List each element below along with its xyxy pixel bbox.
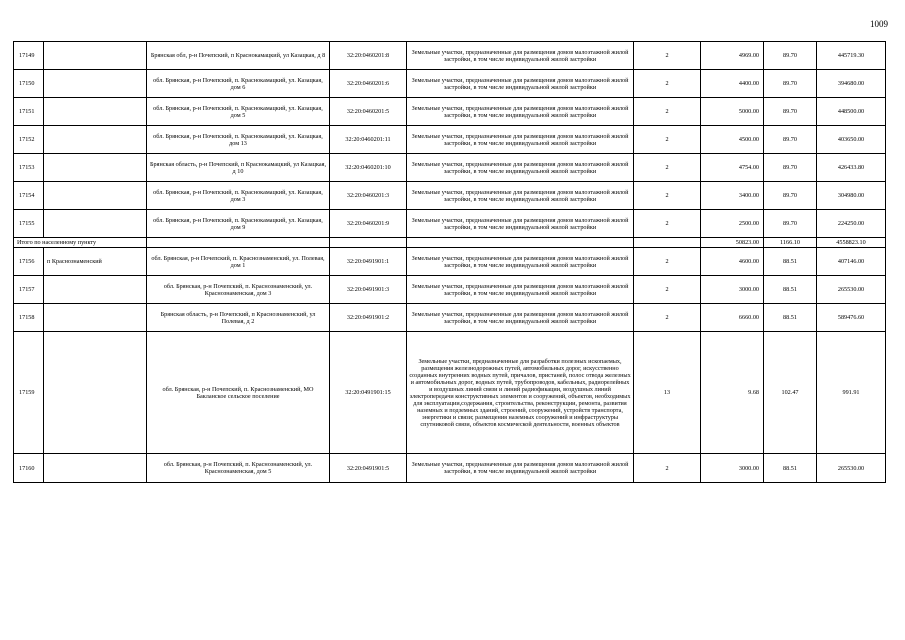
row-group: 2 xyxy=(634,126,701,154)
row-settlement xyxy=(44,98,147,126)
row-rate: 88.51 xyxy=(764,276,817,304)
row-settlement xyxy=(44,210,147,238)
subtotal-label: Итого по населенному пункту xyxy=(14,238,147,248)
row-address: обл. Брянская, р-н Почепский, п. Краснознаменский, ул. Полевая, дом 1 xyxy=(147,248,330,276)
row-number: 17160 xyxy=(14,454,44,483)
table-row xyxy=(14,276,886,304)
row-value: 304980.00 xyxy=(817,182,886,210)
row-number: 17159 xyxy=(14,332,44,454)
row-address: обл. Брянская, р-н Почепский, п. Краснокамацкий, ул. Казацкая, дом 5 xyxy=(147,98,330,126)
row-group: 13 xyxy=(634,332,701,454)
row-address: Брянская область, р-н Почепский, п Краснокамацкий, ул Казацкая, д 10 xyxy=(147,154,330,182)
row-number: 17156 xyxy=(14,248,44,276)
row-area: 3400.00 xyxy=(701,182,764,210)
row-number: 17149 xyxy=(14,42,44,70)
row-rate: 88.51 xyxy=(764,454,817,483)
row-cadastral-number: 32:20:0491901:2 xyxy=(330,304,407,332)
row-land-use: Земельные участки, предназначенные для размещения домов малоэтажной жилой застройки, в том числе индивидуальной жилой застройки xyxy=(407,210,634,238)
row-number: 17155 xyxy=(14,210,44,238)
row-value: 445719.30 xyxy=(817,42,886,70)
row-cadastral-number: 32:20:0491901:3 xyxy=(330,276,407,304)
row-land-use: Земельные участки, предназначенные для размещения домов малоэтажной жилой застройки, в том числе индивидуальной жилой застройки xyxy=(407,304,634,332)
row-cadastral-number: 32:20:0460201:11 xyxy=(330,126,407,154)
subtotal-value: 4558823.10 xyxy=(817,238,886,248)
row-number: 17154 xyxy=(14,182,44,210)
row-cadastral-number: 32:20:0460201:3 xyxy=(330,182,407,210)
row-group: 2 xyxy=(634,154,701,182)
row-cadastral-number: 32:20:0460201:8 xyxy=(330,42,407,70)
row-settlement xyxy=(44,154,147,182)
row-area: 4500.00 xyxy=(701,126,764,154)
row-value: 265530.00 xyxy=(817,276,886,304)
row-address: обл. Брянская, р-н Почепский, п. Краснокамацкий, ул. Казацкая, дом 9 xyxy=(147,210,330,238)
row-value: 589476.60 xyxy=(817,304,886,332)
row-group: 2 xyxy=(634,454,701,483)
row-area: 4400.00 xyxy=(701,70,764,98)
table-row xyxy=(14,454,886,483)
row-group: 2 xyxy=(634,276,701,304)
row-land-use: Земельные участки, предназначенные для размещения домов малоэтажной жилой застройки, в том числе индивидуальной жилой застройки xyxy=(407,154,634,182)
row-group: 2 xyxy=(634,42,701,70)
table-row xyxy=(14,182,886,210)
row-settlement xyxy=(44,70,147,98)
row-rate: 89.70 xyxy=(764,182,817,210)
row-rate: 89.70 xyxy=(764,210,817,238)
row-cadastral-number: 32:20:0460201:6 xyxy=(330,70,407,98)
row-settlement xyxy=(44,126,147,154)
row-rate: 88.51 xyxy=(764,248,817,276)
row-value: 224250.00 xyxy=(817,210,886,238)
row-group: 2 xyxy=(634,210,701,238)
row-area: 2500.00 xyxy=(701,210,764,238)
table-row xyxy=(14,248,886,276)
row-settlement xyxy=(44,182,147,210)
row-land-use: Земельные участки, предназначенные для размещения домов малоэтажной жилой застройки, в том числе индивидуальной жилой застройки xyxy=(407,126,634,154)
row-group: 2 xyxy=(634,248,701,276)
row-land-use: Земельные участки, предназначенные для размещения домов малоэтажной жилой застройки, в том числе индивидуальной жилой застройки xyxy=(407,182,634,210)
row-address: обл. Брянская, р-н Почепский, п. Краснознаменский, ул. Краснознаменская, дом 5 xyxy=(147,454,330,483)
row-address: Брянская область, р-н Почепский, п Краснознаменский, ул Полевая, д 2 xyxy=(147,304,330,332)
row-address: обл. Брянская, р-н Почепский, п. Краснознаменский, МО Бакланское сельское поселение xyxy=(147,332,330,454)
row-address: обл. Брянская, р-н Почепский, п. Краснознаменский, ул. Краснознаменская, дом 3 xyxy=(147,276,330,304)
row-number: 17152 xyxy=(14,126,44,154)
row-cadastral-number: 32:20:0491901:5 xyxy=(330,454,407,483)
settlement-name: п Краснознаменский xyxy=(44,248,147,276)
row-number: 17151 xyxy=(14,98,44,126)
row-number: 17158 xyxy=(14,304,44,332)
row-settlement xyxy=(44,276,147,304)
row-rate: 89.70 xyxy=(764,70,817,98)
row-area: 5000.00 xyxy=(701,98,764,126)
row-group: 2 xyxy=(634,70,701,98)
table-row xyxy=(14,70,886,98)
row-value: 991.91 xyxy=(817,332,886,454)
row-value: 426433.80 xyxy=(817,154,886,182)
row-cadastral-number: 32:20:0491901:1 xyxy=(330,248,407,276)
table-row xyxy=(14,42,886,70)
table-row xyxy=(14,98,886,126)
page-number: 1009 xyxy=(870,19,888,29)
table-row xyxy=(14,210,886,238)
row-land-use: Земельные участки, предназначенные для размещения домов малоэтажной жилой застройки, в том числе индивидуальной жилой застройки xyxy=(407,42,634,70)
row-address: обл. Брянская, р-н Почепский, п. Краснокамацкий, ул. Казацкая, дом 3 xyxy=(147,182,330,210)
row-value: 407146.00 xyxy=(817,248,886,276)
row-address: обл. Брянская, р-н Почепский, п. Краснокамацкий, ул. Казацкая, дом 13 xyxy=(147,126,330,154)
row-rate: 102.47 xyxy=(764,332,817,454)
row-cadastral-number: 32:20:0460201:5 xyxy=(330,98,407,126)
table-row xyxy=(14,154,886,182)
table-row xyxy=(14,332,886,454)
row-land-use: Земельные участки, предназначенные для размещения домов малоэтажной жилой застройки, в том числе индивидуальной жилой застройки xyxy=(407,454,634,483)
row-address: обл. Брянская, р-н Почепский, п. Краснокамацкий, ул. Казацкая, дом 6 xyxy=(147,70,330,98)
row-value: 403650.00 xyxy=(817,126,886,154)
row-land-use: Земельные участки, предназначенные для размещения домов малоэтажной жилой застройки, в том числе индивидуальной жилой застройки xyxy=(407,70,634,98)
row-value: 448500.00 xyxy=(817,98,886,126)
row-land-use: Земельные участки, предназначенные для размещения домов малоэтажной жилой застройки, в том числе индивидуальной жилой застройки xyxy=(407,248,634,276)
row-cadastral-number: 32:20:0491901:15 xyxy=(330,332,407,454)
row-area: 6660.00 xyxy=(701,304,764,332)
table-row xyxy=(14,126,886,154)
row-number: 17157 xyxy=(14,276,44,304)
subtotal-area: 50823.00 xyxy=(701,238,764,248)
row-rate: 89.70 xyxy=(764,126,817,154)
row-area: 4600.00 xyxy=(701,248,764,276)
table-row xyxy=(14,304,886,332)
subtotal-rate: 1166.10 xyxy=(764,238,817,248)
row-land-use: Земельные участки, предназначенные для размещения домов малоэтажной жилой застройки, в том числе индивидуальной жилой застройки xyxy=(407,98,634,126)
land-register-table xyxy=(13,41,886,483)
subtotal-row xyxy=(14,238,886,248)
row-rate: 89.70 xyxy=(764,98,817,126)
row-number: 17150 xyxy=(14,70,44,98)
row-number: 17153 xyxy=(14,154,44,182)
row-group: 2 xyxy=(634,182,701,210)
row-rate: 89.70 xyxy=(764,154,817,182)
row-settlement xyxy=(44,42,147,70)
row-cadastral-number: 32:20:0460201:9 xyxy=(330,210,407,238)
row-area: 3000.00 xyxy=(701,276,764,304)
row-area: 9.68 xyxy=(701,332,764,454)
row-group: 2 xyxy=(634,98,701,126)
row-value: 394680.00 xyxy=(817,70,886,98)
row-area: 3000.00 xyxy=(701,454,764,483)
row-rate: 89.70 xyxy=(764,42,817,70)
row-land-use: Земельные участки, предназначенные для разработки полезных ископаемых, размещения железнодорожных путей, автомобильных дорог, искусственно созданных внутренних водных путей, причалов, пристаней, полос отвода железных и автомобильных дорог, водных путей, трубопроводов, кабельных, радиорелейных и воздушных линий связи и линий радиофикации, воздушных линий электропередачи конструктивных элементов и сооружений, объектов, необходимых для эксплуатации,содержания, строительства, реконструкции, ремонта, развития наземных и подземных зданий, строений, сооружений, устройств транспорта, энергетики и связи; размещения наземных сооружений и инфраструктуры спутниковой связи, объектов космической деятельности, военных объектов xyxy=(407,332,634,454)
row-area: 4754.00 xyxy=(701,154,764,182)
row-value: 265530.00 xyxy=(817,454,886,483)
row-area: 4969.00 xyxy=(701,42,764,70)
row-land-use: Земельные участки, предназначенные для размещения домов малоэтажной жилой застройки, в том числе индивидуальной жилой застройки xyxy=(407,276,634,304)
row-rate: 88.51 xyxy=(764,304,817,332)
row-group: 2 xyxy=(634,304,701,332)
row-cadastral-number: 32:20:0460201:10 xyxy=(330,154,407,182)
row-address: Брянская обл, р-н Почепский, п Краснокамацкий, ул Казацкая, д 8 xyxy=(147,42,330,70)
row-settlement xyxy=(44,304,147,332)
